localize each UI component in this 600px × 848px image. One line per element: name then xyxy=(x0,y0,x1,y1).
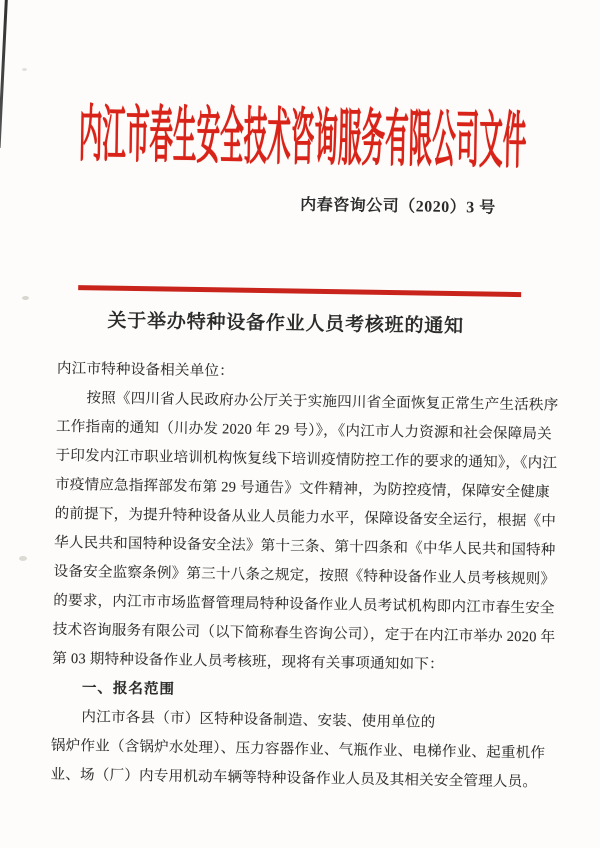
organization-letterhead-title: 内江市春生安全技术咨询服务有限公司文件 xyxy=(78,101,527,177)
body-line: 市疫情应急指挥部发布第 29 号通告》文件精神，为防控疫情，保障安全健康 xyxy=(54,476,550,501)
document-reference-number: 内春咨询公司（2020）3 号 xyxy=(300,196,496,217)
body-line: 内江市各县（市）区特种设备制造、安装、使用单位的 xyxy=(81,709,436,731)
body-line: 工作指南的通知（川办发 2020 年 29 号）》，《内江市人力资源和社会保障局关 xyxy=(55,418,553,443)
body-line: 锅炉作业（含锅炉水处理）、压力容器作业、气瓶作业、电梯作业、起重机作 xyxy=(50,737,546,762)
letterhead xyxy=(2,101,600,176)
section-heading: 一、报名范围 xyxy=(81,680,176,698)
body-line: 设备安全监察条例》第三十八条之规定，按照《特种设备作业人员考核规则》 xyxy=(53,563,556,588)
body-line: 业、场（厂）内专用机动车辆等特种设备作业人员及其相关安全管理人员。 xyxy=(50,766,538,791)
document-body xyxy=(50,355,559,798)
body-line: 华人民共和国特种设备安全法》第十三条、第十四条和《中华人民共和国特种 xyxy=(54,534,556,559)
body-line: 第 03 期特种设备作业人员考核班，现将有关事项通知如下： xyxy=(52,650,444,673)
document-title: 关于举办特种设备作业人员考核班的通知 xyxy=(107,310,464,338)
body-line: 按照《四川省人民政府办公厅关于实施四川省全面恢复正常生产生活秩序 xyxy=(86,390,559,414)
body-line: 技术咨询服务有限公司（以下简称春生咨询公司），定于在内江市举办 2020 年 xyxy=(52,621,556,646)
letterhead-divider-rule xyxy=(78,285,521,296)
body-line: 于印发内江市职业培训机构恢复线下培训疫情防控工作的要求的通知》，《内江 xyxy=(55,447,558,472)
salutation-line: 内江市特种设备相关单位： xyxy=(56,360,235,380)
body-line: 的前提下，为提升特种设备从业人员能力水平，保障设备安全运行，根据《中 xyxy=(54,505,557,530)
body-line: 的要求，内江市市场监督管理局特种设备作业人员考试机构即内江市春生安全 xyxy=(53,592,555,617)
